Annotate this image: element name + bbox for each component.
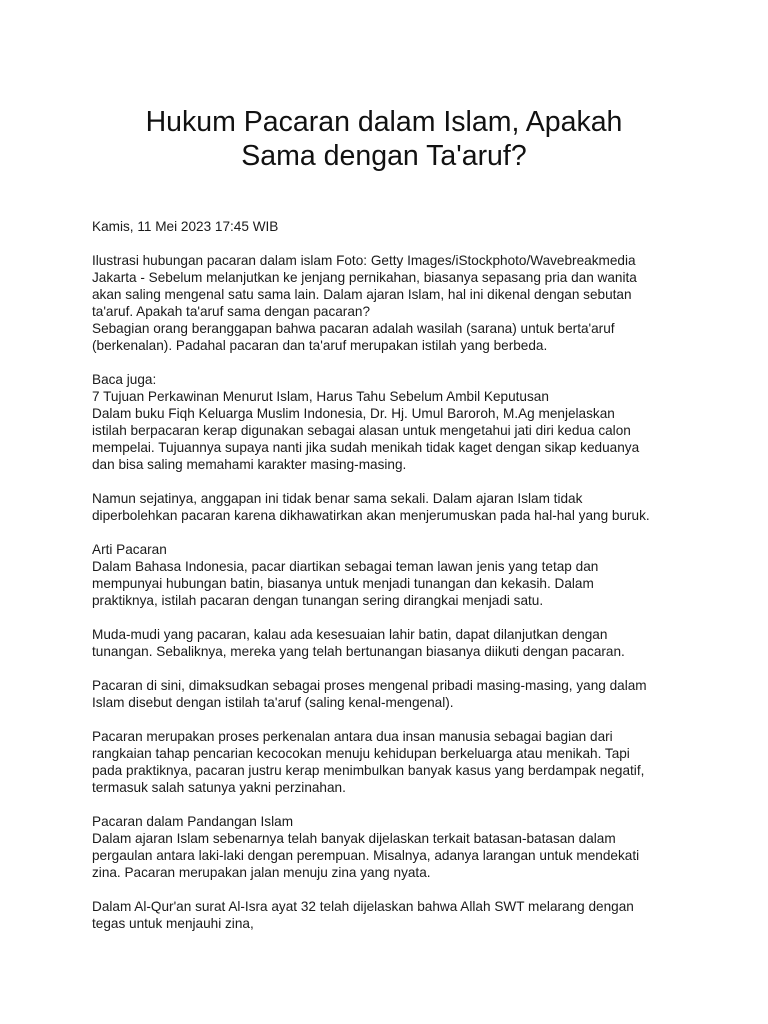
article-title xyxy=(60,105,708,173)
text-line: Ilustrasi hubungan pacaran dalam islam Foto: Getty Images/iStockphoto/Wavebreakmedia xyxy=(92,253,636,268)
text-line: rangkaian tahap pencarian kecocokan menuju kehidupan berkeluarga atau menikah. Tapi xyxy=(92,746,630,761)
text-line: akan saling mengenal satu sama lain. Dalam ajaran Islam, hal ini dikenal dengan sebutan xyxy=(92,287,632,302)
text-line: ta'aruf. Apakah ta'aruf sama dengan pacaran? xyxy=(92,304,371,319)
text-line: Muda-mudi yang pacaran, kalau ada kesesuaian lahir batin, dapat dilanjutkan dengan xyxy=(92,627,608,642)
text-line: Islam disebut dengan istilah ta'aruf (saling kenal-mengenal). xyxy=(92,695,454,710)
title-line: Sama dengan Ta'aruf? xyxy=(241,140,527,172)
text-line: praktiknya, istilah pacaran dengan tunangan sering dirangkai menjadi satu. xyxy=(92,593,544,608)
text-line: diperbolehkan pacaran karena dikhawatirkan akan menjerumuskan pada hal-hal yang buruk. xyxy=(92,508,650,523)
text-line: Sebagian orang beranggapan bahwa pacaran adalah wasilah (sarana) untuk berta'aruf xyxy=(92,321,615,336)
text-line: pergaulan antara laki-laki dengan perempuan. Misalnya, adanya larangan untuk mendekati xyxy=(92,848,640,863)
section-heading: Arti Pacaran xyxy=(92,542,167,557)
paragraph-arti-pacaran xyxy=(92,541,692,609)
section-heading: Pacaran dalam Pandangan Islam xyxy=(92,814,294,829)
text-line: Baca juga: xyxy=(92,372,157,387)
article-date: Kamis, 11 Mei 2023 17:45 WIB xyxy=(92,219,279,234)
text-line: tegas untuk menjauhi zina, xyxy=(92,916,254,931)
paragraph xyxy=(92,898,692,932)
text-line: mempunyai hubungan batin, biasanya untuk menjadi tunangan dan kekasih. Dalam xyxy=(92,576,594,591)
text-line: istilah berpacaran kerap digunakan sebagai alasan untuk mengetahui jati diri kedua calon xyxy=(92,423,631,438)
text-line: Jakarta - Sebelum melanjutkan ke jenjang pernikahan, biasanya sepasang pria dan wanita xyxy=(92,270,637,285)
text-line: (berkenalan). Padahal pacaran dan ta'aruf merupakan istilah yang berbeda. xyxy=(92,338,548,353)
paragraph-baca-juga xyxy=(92,371,692,473)
text-line: zina. Pacaran merupakan jalan menuju zina yang nyata. xyxy=(92,865,431,880)
text-line: Pacaran di sini, dimaksudkan sebagai proses mengenal pribadi masing-masing, yang dalam xyxy=(92,678,647,693)
paragraph-pandangan-islam xyxy=(92,813,692,881)
paragraph xyxy=(92,677,692,711)
text-line: termasuk salah satunya yakni perzinahan. xyxy=(92,780,346,795)
paragraph-intro xyxy=(92,252,692,354)
text-line: Pacaran merupakan proses perkenalan antara dua insan manusia sebagai bagian dari xyxy=(92,729,613,744)
article-body xyxy=(92,218,692,932)
text-line: Dalam Al-Qur'an surat Al-Isra ayat 32 telah dijelaskan bahwa Allah SWT melarang dengan xyxy=(92,899,634,914)
text-line: mempelai. Tujuannya supaya nanti jika sudah menikah tidak kaget dengan sikap keduanya xyxy=(92,440,640,455)
text-line: Dalam Bahasa Indonesia, pacar diartikan sebagai teman lawan jenis yang tetap dan xyxy=(92,559,599,574)
paragraph xyxy=(92,728,692,796)
text-line: pada praktiknya, pacaran justru kerap menimbulkan banyak kasus yang berdampak negatif, xyxy=(92,763,645,778)
text-line: tunangan. Sebaliknya, mereka yang telah bertunangan biasanya diikuti dengan pacaran. xyxy=(92,644,625,659)
related-article-link[interactable]: 7 Tujuan Perkawinan Menurut Islam, Harus Tahu Sebelum Ambil Keputusan xyxy=(92,389,549,404)
text-line: Dalam buku Fiqh Keluarga Muslim Indonesia, Dr. Hj. Umul Baroroh, M.Ag menjelaskan xyxy=(92,406,615,421)
text-line: Namun sejatinya, anggapan ini tidak benar sama sekali. Dalam ajaran Islam tidak xyxy=(92,491,583,506)
text-line: Dalam ajaran Islam sebenarnya telah banyak dijelaskan terkait batasan-batasan dalam xyxy=(92,831,616,846)
paragraph xyxy=(92,626,692,660)
text-line: dan bisa saling memahami karakter masing-masing. xyxy=(92,457,407,472)
paragraph xyxy=(92,490,692,524)
title-line: Hukum Pacaran dalam Islam, Apakah xyxy=(145,106,623,138)
